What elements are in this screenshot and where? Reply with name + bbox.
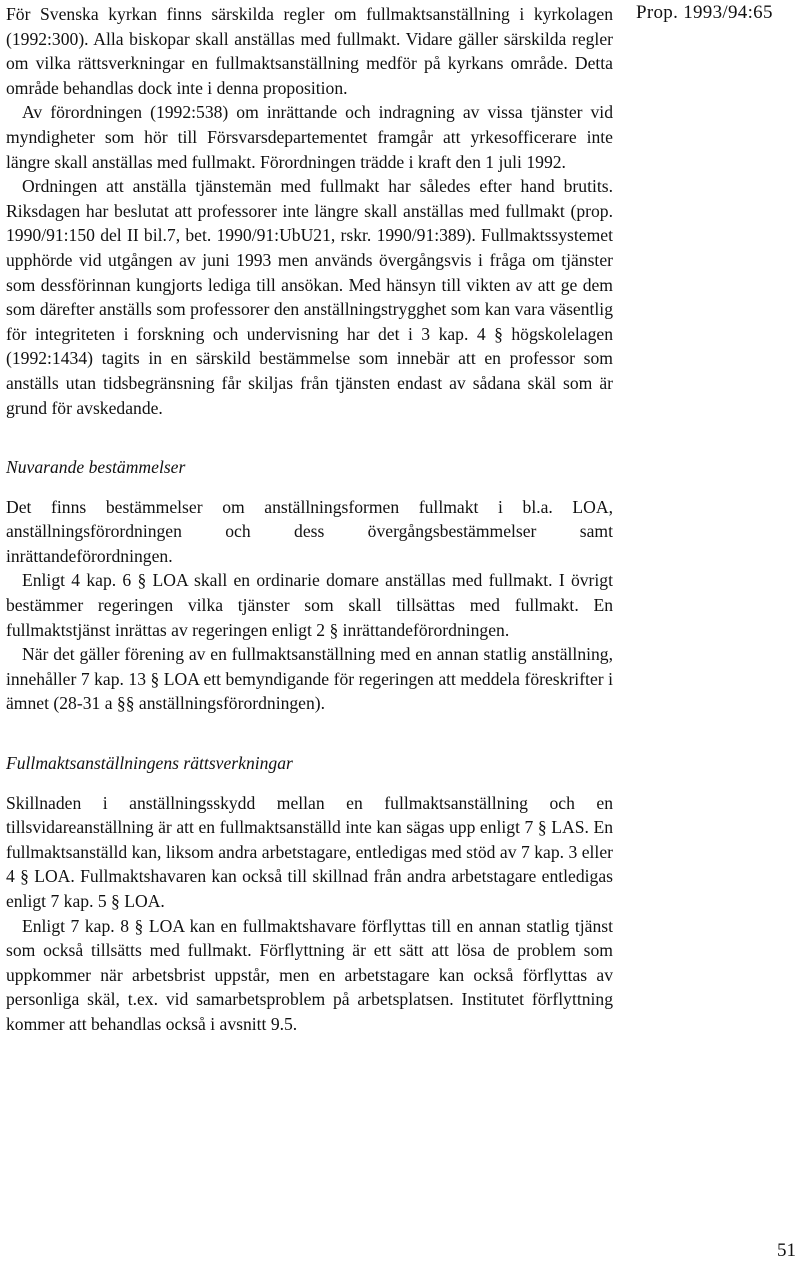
body-paragraph: Det finns bestämmelser om anställningsformen fullmakt i bl.a. LOA, anställningsförordningen och dess övergångsbestämmelser samt inrättandeförordningen. [6,496,613,566]
body-paragraph: Enligt 7 kap. 8 § LOA kan en fullmaktshavare förflyttas till en annan statlig tjänst som också tillsätts med fullmakt. Förflyttning är ett sätt att lösa de problem som uppkommer när arbetsbrist uppstår, men en arbetstagare kan också förflyttas av personliga skäl, t.ex. vid samarbetsproblem på arbetsplatsen. Institutet förflyttning kommer att behandlas också i avsnitt 9.5. [6,915,613,1034]
body-paragraph: Skillnaden i anställningsskydd mellan en fullmaktsanställning och en tillsvidareanställning är att en fullmaktsanställd inte kan sägas upp enligt 7 § LAS. En fullmaktsanställd kan, liksom andra arbetstagare, entledigas med stöd av 7 kap. 3 eller 4 § LOA. Fullmaktshavaren kan också till skillnad från andra arbetstagare entledigas enligt 7 kap. 5 § LOA. [6,792,613,911]
proposition-reference: Prop. 1993/94:65 [636,2,773,23]
body-paragraph: För Svenska kyrkan finns särskilda regler om fullmaktsanställning i kyrkolagen (1992:300). Alla biskopar skall anställas med fullmakt. Vidare gäller särskilda regler om vilka rättsverkningar en fullmaktsanställning medför på kyrkans område. Detta område behandlas dock inte i denna proposition. [6,4,613,98]
body-paragraph: Av förordningen (1992:538) om inrättande och indragning av vissa tjänster vid myndigheter som hör till Försvarsdepartementet framgår att yrkesofficerare inte längre skall anställas med fullmakt. Förordningen trädde i kraft den 1 juli 1992. [6,102,613,172]
section-heading-rattsverkningar: Fullmaktsanställningens rättsverkningar [6,753,293,774]
body-paragraph: Ordningen att anställa tjänstemän med fullmakt har således efter hand brutits. Riksdagen har beslutat att professorer inte längre skall anställas med fullmakt (prop. 1990/91:150 del II bil.7, bet. 1990/91:UbU21, rskr. 1990/91:389). Fullmaktssystemet upphörde vid utgången av juni 1993 men används övergångsvis i fråga om tjänster som dessförinnan kungjorts lediga till ansökan. Med hänsyn till vikten av att ge dem som därefter anställs som professorer den anställningstrygghet som kan vara väsentlig för integriteten i forskning och undervisning har det i 3 kap. 4 § högskolelagen (1992:1434) tagits in en särskild bestämmelse som innebär att en professor som anställs utan tidsbegränsning får skiljas från tjänsten endast av sådana skäl som är grund för avskedande. [6,176,613,418]
body-paragraph: Enligt 4 kap. 6 § LOA skall en ordinarie domare anställas med fullmakt. I övrigt bestämmer regeringen vilka tjänster som skall tillsättas med fullmakt. En fullmaktstjänst inrättas av regeringen enligt 2 § inrättandeförordningen. [6,570,613,640]
document-body [6,2,613,1037]
page-number: 51 [777,1240,796,1261]
section-heading-nuvarande-bestammelser: Nuvarande bestämmelser [6,457,186,478]
body-paragraph: När det gäller förening av en fullmaktsanställning med en annan statlig anställning, innehåller 7 kap. 13 § LOA ett bemyndigande för regeringen att meddela föreskrifter i ämnet (28-31 a §§ anställningsförordningen). [6,644,613,714]
